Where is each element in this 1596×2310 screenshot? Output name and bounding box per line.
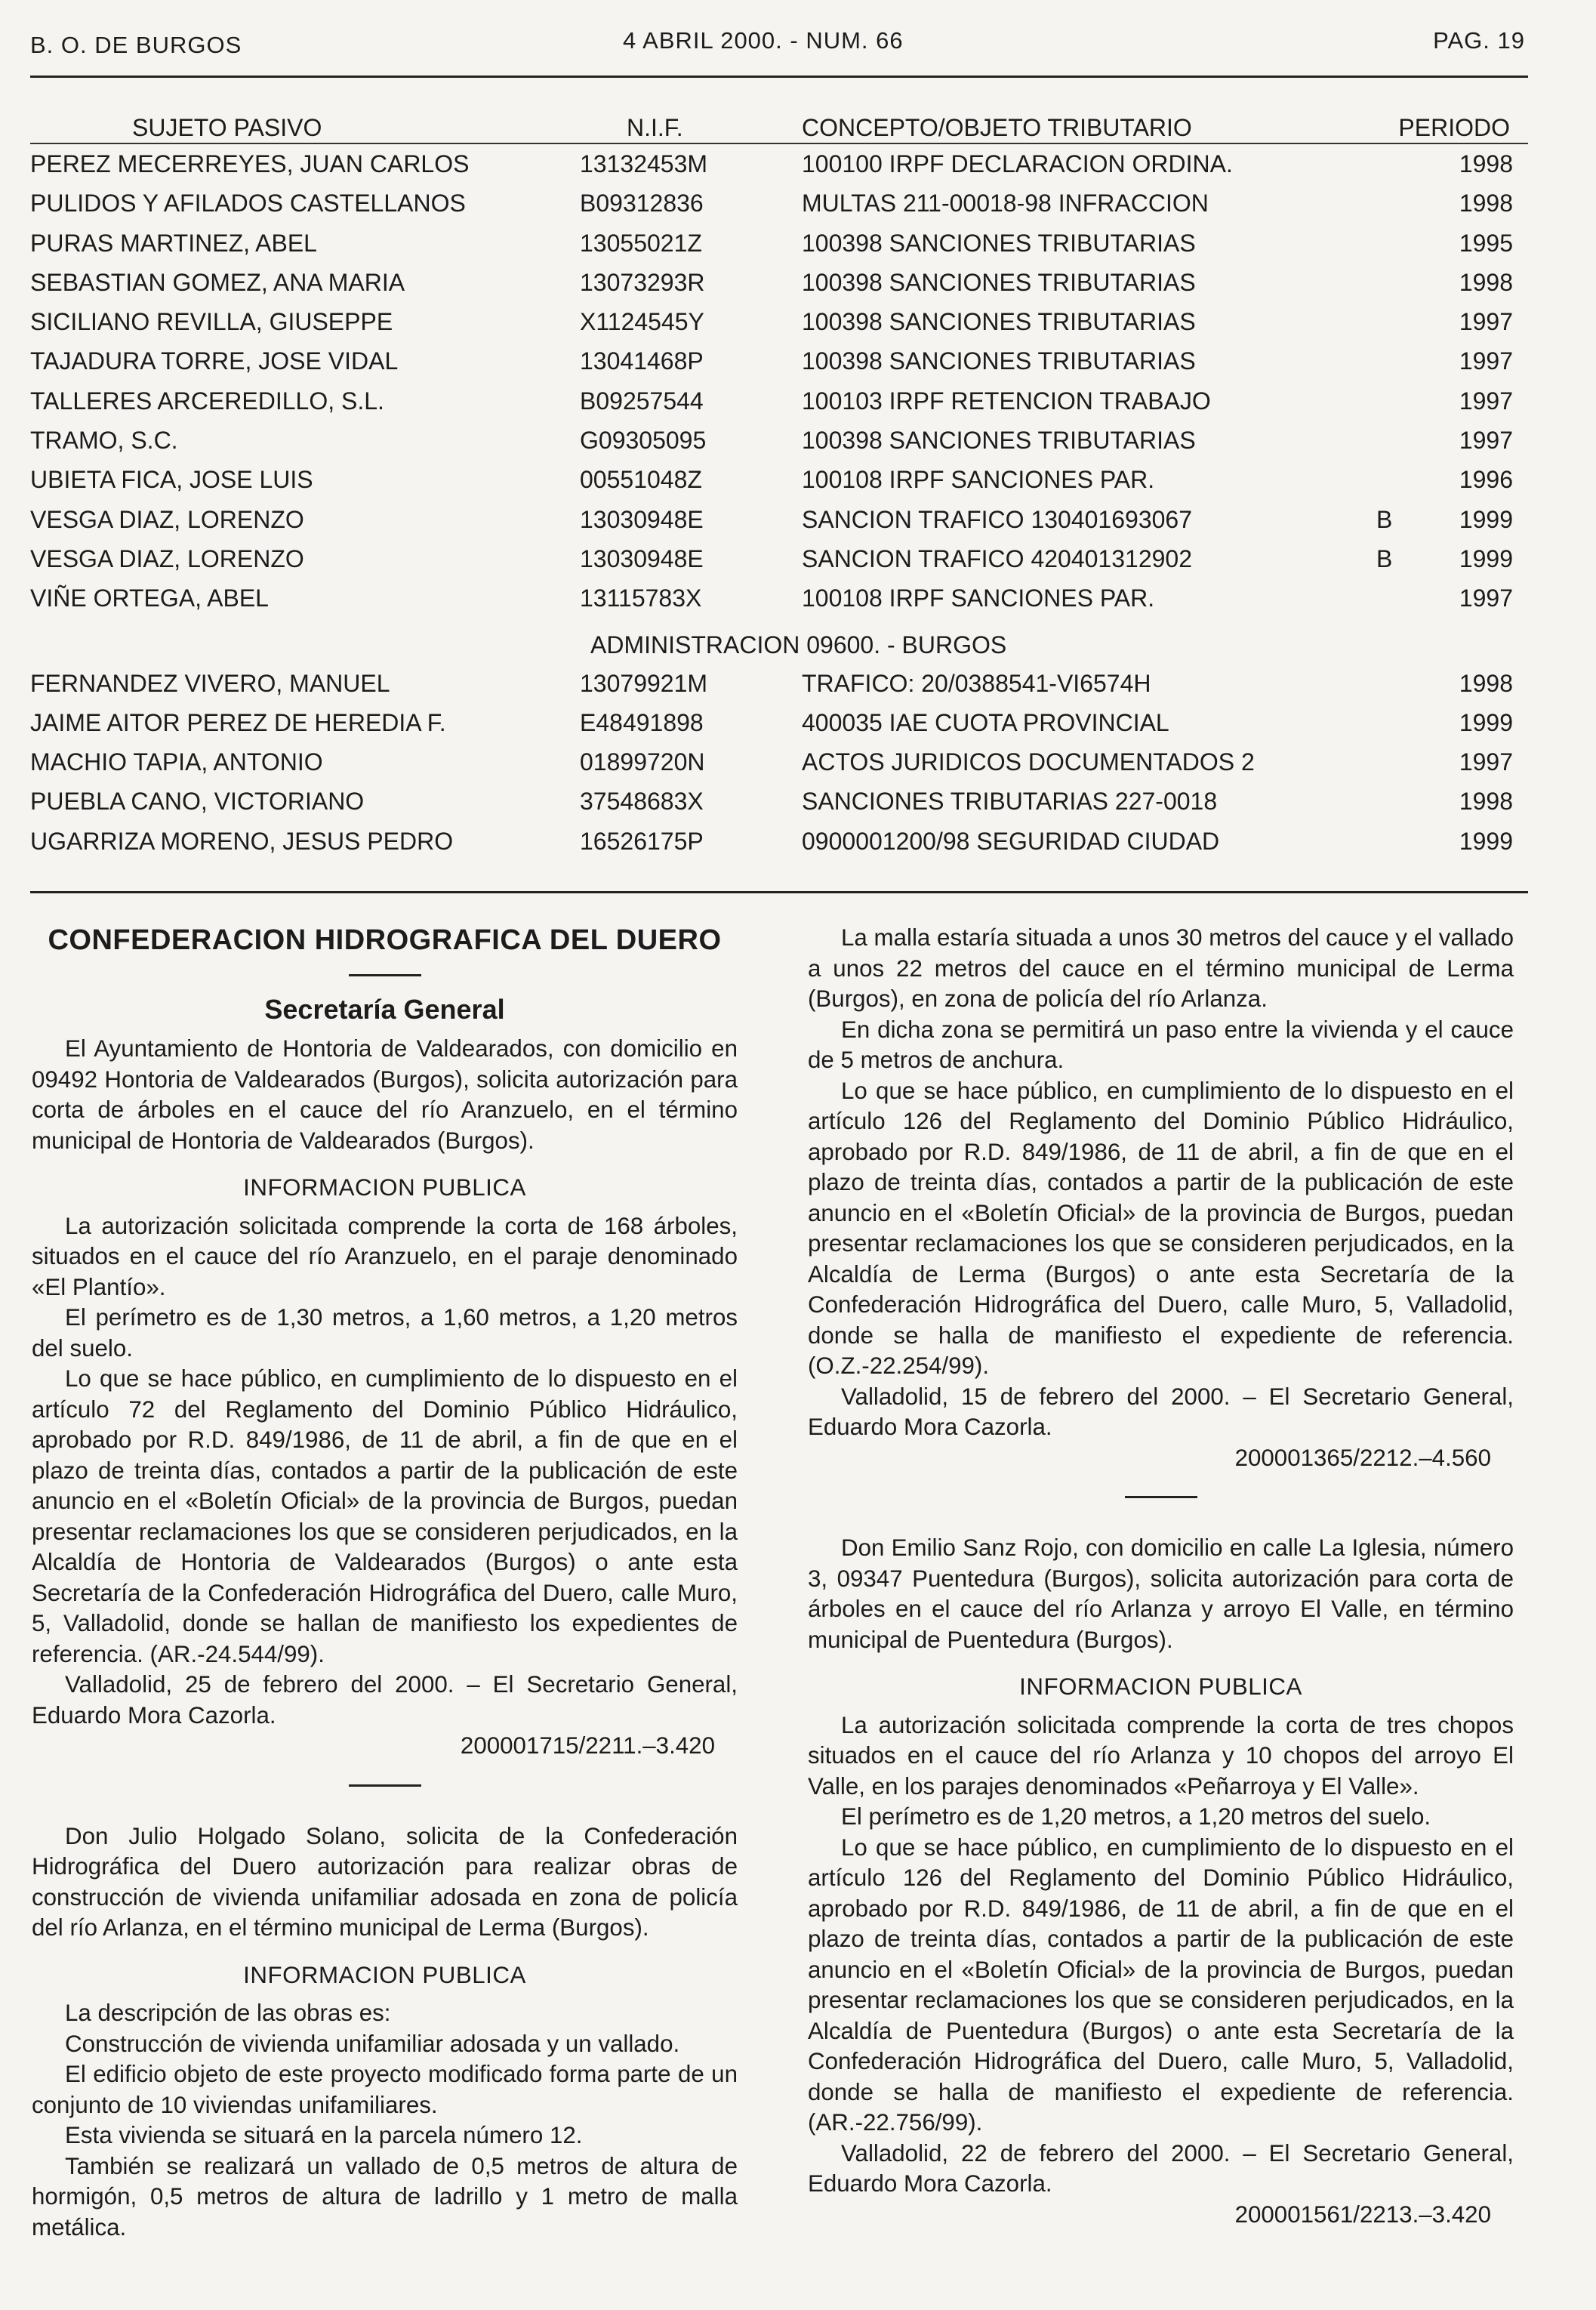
notice-3-reference: 200001561/2213.–3.420	[1234, 2201, 1491, 2228]
cell-concept: MULTAS 211-00018-98 INFRACCION	[802, 190, 1209, 217]
admin-subheading	[30, 618, 1528, 664]
cell-nif: 00551048Z	[580, 466, 702, 494]
cell-period: 1999	[1459, 544, 1513, 572]
notice-1-para-2: El perímetro es de 1,30 metros, a 1,60 metros, a 1,20 metros del suelo.	[32, 1304, 738, 1362]
table-bottom-rule	[30, 891, 1528, 893]
cell-name: UGARRIZA MORENO, JESUS PEDRO	[30, 827, 454, 855]
cell-nif: 01899720N	[580, 748, 705, 776]
cell-name: TAJADURA TORRE, JOSE VIDAL	[30, 347, 399, 375]
cell-nif: X1124545Y	[580, 308, 704, 336]
cell-concept: SANCION TRAFICO 420401312902	[802, 544, 1192, 572]
notice-1-intro: El Ayuntamiento de Hontoria de Valdearados, con domicilio en 09492 Hontoria de Valdearados (Burgos), solicita autorización para corta de árboles en el cauce del río Aranzuelo, en el término municipal de Hontoria de Valdearados (Burgos).	[32, 1035, 738, 1154]
cell-nif: B09257544	[580, 387, 704, 415]
cell-name: JAIME AITOR PEREZ DE HEREDIA F.	[30, 708, 446, 736]
cell-name: TRAMO, S.C.	[30, 427, 178, 455]
cell-flag: B	[1376, 505, 1393, 533]
cell-concept: 100398 SANCIONES TRIBUTARIAS	[802, 347, 1196, 375]
cell-concept: 100398 SANCIONES TRIBUTARIAS	[802, 427, 1196, 455]
table-row	[30, 460, 1528, 499]
cell-nif: 13041468P	[580, 347, 704, 375]
col-header-nif: N.I.F.	[627, 114, 683, 141]
notice-3-para-2: El perímetro es de 1,20 metros, a 1,20 metros del suelo.	[841, 1803, 1431, 1830]
cell-nif: E48491898	[580, 708, 704, 736]
cell-name: SICILIANO REVILLA, GIUSEPPE	[30, 308, 393, 336]
notice-2-reference: 200001365/2212.–4.560	[1234, 1444, 1491, 1471]
notice-2-para-7: En dicha zona se permitirá un paso entre la vivienda y el cauce de 5 metros de anchura.	[808, 1016, 1514, 1073]
cell-nif: 37548683X	[580, 788, 704, 816]
notice-1-signature: Valladolid, 25 de febrero del 2000. – El Secretario General, Eduardo Mora Cazorla.	[32, 1671, 738, 1729]
table-row	[30, 341, 1528, 381]
cell-period: 1997	[1459, 748, 1513, 776]
page-number: PAG. 19	[1433, 27, 1525, 54]
table-row	[30, 381, 1528, 421]
cell-concept: 100398 SANCIONES TRIBUTARIAS	[802, 229, 1196, 257]
table-row	[30, 263, 1528, 302]
cell-concept: ACTOS JURIDICOS DOCUMENTADOS 2	[802, 748, 1255, 776]
notice-2-para-2: Construcción de vivienda unifamiliar adosada y un vallado.	[65, 2030, 680, 2057]
cell-period: 1999	[1459, 505, 1513, 533]
cell-concept: 100100 IRPF DECLARACION ORDINA.	[802, 150, 1233, 177]
cell-concept: SANCIONES TRIBUTARIAS 227-0018	[802, 788, 1218, 816]
cell-nif: G09305095	[580, 427, 707, 455]
cell-period: 1998	[1459, 190, 1513, 217]
notice-3-para-1: La autorización solicitada comprende la corta de tres chopos situados en el cauce del río Arlanza y 10 chopos del arroyo El Valle, en los parajes denominados «Peñarroya y El Valle».	[808, 1711, 1514, 1800]
notice-1-para-3: Lo que se hace público, en cumplimiento de lo dispuesto en el artículo 72 del Reglamento del Dominio Público Hidráulico, aprobado por R.D. 849/1986, de 11 de abril, a fin de que en el plazo de treinta días, contados a partir de la publicación de este anuncio en el «Boletín Oficial» de la provincia de Burgos, puedan presentar reclamaciones los que se consideren perjudicados, en la Alcaldía de Hontoria de Valdearados (Burgos) o ante esta Secretaría de la Confederación Hidrográfica del Duero, calle Muro, 5, Valladolid, donde se hallan de manifiesto los expedientes de referencia. (AR.-24.544/99).	[32, 1365, 738, 1667]
notice-2-para-4: Esta vivienda se situará en la parcela número 12.	[65, 2122, 583, 2148]
cell-name: VESGA DIAZ, LORENZO	[30, 505, 304, 533]
section-subtitle: Secretaría General	[264, 994, 505, 1025]
cell-nif: 16526175P	[580, 827, 704, 855]
cell-period: 1998	[1459, 150, 1513, 177]
table-body-burgos	[30, 664, 1528, 861]
cell-nif: 13132453M	[580, 150, 708, 177]
table-row	[30, 664, 1528, 703]
cell-name: PULIDOS Y AFILADOS CASTELLANOS	[30, 190, 466, 217]
cell-nif: 13073293R	[580, 268, 705, 296]
notice-2-para-6: La malla estaría situada a unos 30 metros del cauce y el vallado a unos 22 metros del cauce en el término municipal de Lerma (Burgos), en zona de policía del río Arlanza.	[808, 924, 1514, 1012]
left-column	[32, 923, 738, 2243]
table-row	[30, 822, 1528, 861]
cell-period: 1997	[1459, 584, 1513, 612]
right-column	[808, 923, 1514, 2230]
cell-name: SEBASTIAN GOMEZ, ANA MARIA	[30, 268, 405, 296]
table-row	[30, 421, 1528, 460]
table-row	[30, 224, 1528, 263]
cell-period: 1997	[1459, 387, 1513, 415]
notice-2-heading: INFORMACION PUBLICA	[243, 1961, 526, 1988]
issue-date: 4 ABRIL 2000. - NUM. 66	[623, 27, 904, 54]
table-row	[30, 742, 1528, 782]
cell-name: UBIETA FICA, JOSE LUIS	[30, 466, 313, 494]
cell-name: VESGA DIAZ, LORENZO	[30, 544, 304, 572]
cell-concept: 100103 IRPF RETENCION TRABAJO	[802, 387, 1211, 415]
cell-period: 1995	[1459, 229, 1513, 257]
table-row	[30, 500, 1528, 539]
notice-2-para-8: Lo que se hace público, en cumplimiento de lo dispuesto en el artículo 126 del Reglamento del Dominio Público Hidráulico, aprobado por R.D. 849/1986, de 11 de abril, a fin de que en el plazo de treinta días, contados a partir de la publicación de este anuncio en el «Boletín Oficial» de la provincia de Burgos, puedan presentar reclamaciones los que se consideren perjudicados, en la Alcaldía de Lerma (Burgos) o ante esta Secretaría de la Confederación Hidrográfica del Duero, calle Muro, 5, Valladolid, donde se halla de manifiesto el expediente de referencia. (O.Z.-22.254/99).	[808, 1077, 1514, 1379]
notice-1-heading: INFORMACION PUBLICA	[243, 1174, 526, 1201]
notice-2-intro: Don Julio Holgado Solano, solicita de la Confederación Hidrográfica del Duero autorización para realizar obras de construcción de vivienda unifamiliar adosada en zona de policía del río Arlanza, en el término municipal de Lerma (Burgos).	[32, 1822, 738, 1941]
col-header-period: PERIODO	[1398, 114, 1510, 141]
cell-concept: 400035 IAE CUOTA PROVINCIAL	[802, 708, 1169, 736]
col-header-name: SUJETO PASIVO	[132, 114, 322, 141]
cell-nif: 13079921M	[580, 669, 708, 697]
admin-label: ADMINISTRACION 09600. - BURGOS	[590, 631, 1007, 658]
cell-name: TALLERES ARCEREDILLO, S.L.	[30, 387, 384, 415]
table-body	[30, 144, 1528, 618]
cell-name: FERNANDEZ VIVERO, MANUEL	[30, 669, 390, 697]
table-row	[30, 578, 1528, 618]
cell-period: 1997	[1459, 427, 1513, 455]
notice-2-para-5: También se realizará un vallado de 0,5 metros de altura de hormigón, 0,5 metros de altura de ladrillo y 1 metro de malla metálica.	[32, 2152, 738, 2241]
cell-period: 1999	[1459, 708, 1513, 736]
cell-nif: 13030948E	[580, 505, 704, 533]
cell-name: PURAS MARTINEZ, ABEL	[30, 229, 317, 257]
cell-period: 1998	[1459, 268, 1513, 296]
notice-2-para-1: La descripción de las obras es:	[65, 2000, 391, 2026]
running-header	[30, 27, 1528, 65]
table-row	[30, 144, 1528, 184]
cell-concept: 100398 SANCIONES TRIBUTARIAS	[802, 308, 1196, 336]
cell-name: PUEBLA CANO, VICTORIANO	[30, 788, 365, 816]
table-header	[30, 109, 1528, 144]
cell-concept: 0900001200/98 SEGURIDAD CIUDAD	[802, 827, 1220, 855]
notice-1-para-1: La autorización solicitada comprende la corta de 168 árboles, situados en el cauce del río Aranzuelo, en el paraje denominado «El Plantío».	[32, 1212, 738, 1300]
table-row	[30, 703, 1528, 742]
notice-1-reference: 200001715/2211.–3.420	[460, 1732, 715, 1759]
table-row	[30, 782, 1528, 821]
cell-concept: 100108 IRPF SANCIONES PAR.	[802, 466, 1155, 494]
cell-period: 1999	[1459, 827, 1513, 855]
cell-nif: B09312836	[580, 190, 704, 217]
cell-period: 1998	[1459, 788, 1513, 816]
table-row	[30, 302, 1528, 341]
cell-name: PEREZ MECERREYES, JUAN CARLOS	[30, 150, 470, 177]
cell-period: 1998	[1459, 669, 1513, 697]
publication-name: B. O. DE BURGOS	[30, 32, 242, 58]
notice-2-para-3: El edificio objeto de este proyecto modificado forma parte de un conjunto de 10 viviendas unifamiliares.	[32, 2061, 738, 2118]
cell-period: 1997	[1459, 347, 1513, 375]
notice-3-para-3: Lo que se hace público, en cumplimiento de lo dispuesto en el artículo 126 del Reglamento del Dominio Público Hidráulico, aprobado por R.D. 849/1986, de 11 de abril, a fin de que en el plazo de treinta días, contados a partir de la publicación de este anuncio en el «Boletín Oficial» de la provincia de Burgos, puedan presentar reclamaciones los que se consideren perjudicados, en la Alcaldía de Puentedura (Burgos) o ante esta Secretaría de la Confederación Hidrográfica del Duero, calle Muro, 5, Valladolid, donde se halla de manifiesto el expediente de referencia. (AR.-22.756/99).	[808, 1834, 1514, 2136]
cell-period: 1996	[1459, 466, 1513, 494]
cell-name: VIÑE ORTEGA, ABEL	[30, 584, 269, 612]
table-row	[30, 539, 1528, 578]
cell-name: MACHIO TAPIA, ANTONIO	[30, 748, 323, 776]
cell-concept: 100108 IRPF SANCIONES PAR.	[802, 584, 1155, 612]
cell-flag: B	[1376, 544, 1393, 572]
notice-2-signature: Valladolid, 15 de febrero del 2000. – El Secretario General, Eduardo Mora Cazorla.	[808, 1383, 1514, 1440]
notice-3-heading: INFORMACION PUBLICA	[1019, 1673, 1302, 1700]
cell-nif: 13030948E	[580, 544, 704, 572]
notice-3-signature: Valladolid, 22 de febrero del 2000. – El Secretario General, Eduardo Mora Cazorla.	[808, 2139, 1514, 2197]
header-rule	[30, 76, 1528, 78]
section-title: CONFEDERACION HIDROGRAFICA DEL DUERO	[48, 924, 722, 956]
notice-3-intro: Don Emilio Sanz Rojo, con domicilio en calle La Iglesia, número 3, 09347 Puentedura (Burgos), solicita autorización para corta de árboles en el cauce del río Arlanza y arroyo El Valle, en término municipal de Puentedura (Burgos).	[808, 1534, 1514, 1653]
cell-concept: 100398 SANCIONES TRIBUTARIAS	[802, 268, 1196, 296]
cell-period: 1997	[1459, 308, 1513, 336]
cell-nif: 13055021Z	[580, 229, 702, 257]
col-header-concept: CONCEPTO/OBJETO TRIBUTARIO	[802, 114, 1192, 141]
cell-concept: SANCION TRAFICO 130401693067	[802, 505, 1192, 533]
taxpayer-table	[30, 109, 1528, 861]
table-row	[30, 184, 1528, 223]
cell-nif: 13115783X	[580, 584, 702, 612]
cell-concept: TRAFICO: 20/0388541-VI6574H	[802, 669, 1151, 697]
